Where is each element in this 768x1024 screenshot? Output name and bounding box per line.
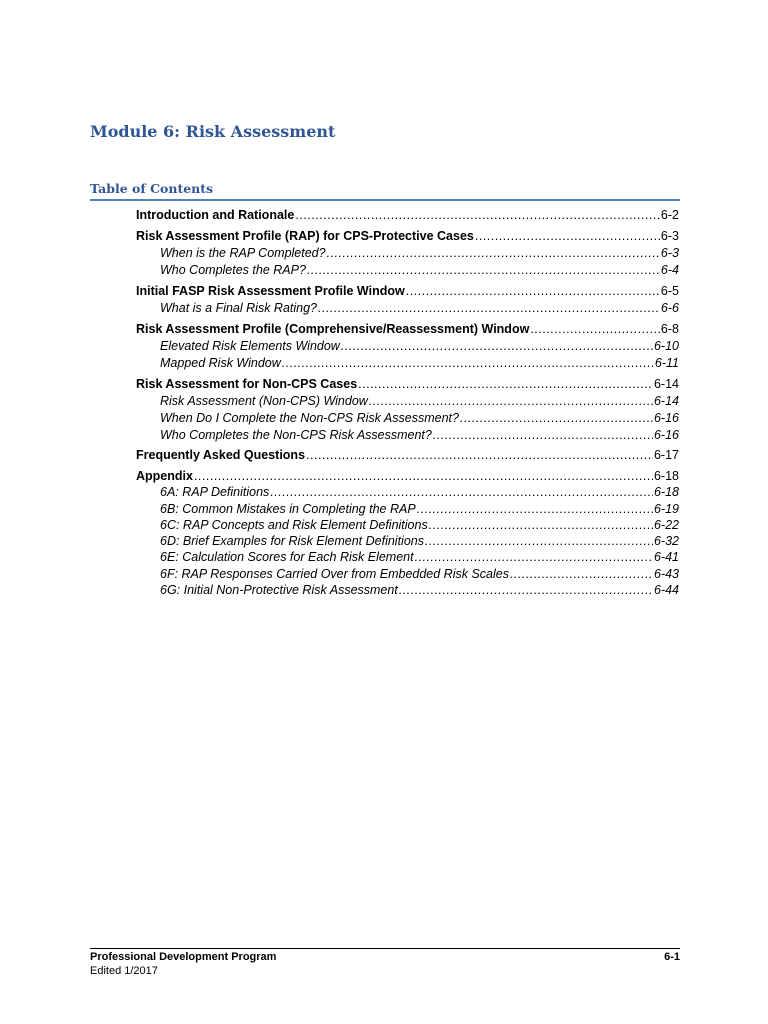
toc-entry-title: 6F: RAP Responses Carried Over from Embedded Risk Scales [160, 567, 509, 581]
toc-entry-title: 6C: RAP Concepts and Risk Element Definitions [160, 518, 428, 532]
toc-entry[interactable] [160, 337, 679, 355]
toc-entry-page: 6-6 [660, 301, 679, 315]
toc-entry-page: 6-16 [653, 411, 679, 425]
toc-entry[interactable] [160, 244, 679, 262]
toc-leader-dots [415, 548, 653, 566]
toc-entry-page: 6-11 [654, 356, 679, 370]
toc-entry[interactable] [136, 446, 679, 464]
toc-entry[interactable] [160, 354, 679, 372]
toc-entry-page: 6-3 [660, 246, 679, 260]
toc-entry-title: 6E: Calculation Scores for Each Risk Element [160, 550, 414, 564]
toc-divider [90, 199, 680, 201]
toc-entry[interactable] [160, 299, 679, 317]
toc-leader-dots [307, 261, 660, 279]
toc-leader-dots [369, 392, 653, 410]
toc-entry-page: 6-22 [653, 518, 679, 532]
toc-entry-title: 6D: Brief Examples for Risk Element Definitions [160, 534, 424, 548]
toc-leader-dots [399, 581, 653, 599]
toc-entry-title: When is the RAP Completed? [160, 246, 326, 260]
toc-entry-page: 6-17 [653, 448, 679, 462]
toc-entry-page: 6-18 [653, 485, 679, 499]
toc-entry-page: 6-32 [653, 534, 679, 548]
toc-entry-page: 6-8 [660, 322, 679, 336]
toc-entry[interactable] [136, 282, 679, 300]
toc-entry-title: Introduction and Rationale [136, 208, 295, 222]
toc-entry-page: 6-3 [660, 229, 679, 243]
toc-leader-dots [475, 227, 660, 245]
toc-entry-page: 6-14 [653, 377, 679, 391]
footer-page-number: 6-1 [664, 951, 680, 963]
toc-entry[interactable] [136, 227, 679, 245]
toc-entry[interactable] [136, 375, 679, 393]
toc-entry-title: Mapped Risk Window [160, 356, 281, 370]
toc-entry-page: 6-16 [653, 428, 679, 442]
footer-divider [90, 948, 680, 949]
toc-leader-dots [306, 446, 653, 464]
toc-entry[interactable] [136, 206, 679, 224]
toc-entry-page: 6-2 [660, 208, 679, 222]
toc-entry-title: Risk Assessment Profile (RAP) for CPS-Protective Cases [136, 229, 474, 243]
toc-entry-page: 6-19 [653, 502, 679, 516]
toc-entry-title: Risk Assessment (Non-CPS) Window [160, 394, 368, 408]
toc-entry[interactable] [160, 581, 679, 599]
toc-entry[interactable] [160, 392, 679, 410]
toc-entry-title: 6G: Initial Non-Protective Risk Assessment [160, 583, 398, 597]
toc-entry-page: 6-44 [653, 583, 679, 597]
toc-leader-dots [270, 483, 653, 501]
toc-entry-page: 6-43 [653, 567, 679, 581]
toc-leader-dots [460, 409, 653, 427]
toc-entry[interactable] [136, 320, 679, 338]
toc-entry[interactable] [160, 409, 679, 427]
toc-entry-title: 6A: RAP Definitions [160, 485, 270, 499]
toc-entry-title: What is a Final Risk Rating? [160, 301, 318, 315]
toc-leader-dots [433, 426, 653, 444]
toc-entry-title: Risk Assessment for Non-CPS Cases [136, 377, 358, 391]
toc-entry-page: 6-5 [660, 284, 679, 298]
toc-entry-title: Appendix [136, 469, 193, 483]
toc-leader-dots [358, 375, 653, 393]
toc-entry[interactable] [160, 548, 679, 566]
toc-entry-title: Who Completes the RAP? [160, 263, 306, 277]
toc-entry[interactable] [160, 426, 679, 444]
toc-leader-dots [327, 244, 660, 262]
toc-entry-title: When Do I Complete the Non-CPS Risk Assessment? [160, 411, 459, 425]
module-title: Module 6: Risk Assessment [90, 122, 336, 141]
toc-entry-page: 6-10 [653, 339, 679, 353]
toc-leader-dots [295, 206, 660, 224]
toc-entry-page: 6-41 [653, 550, 679, 564]
toc-entry-page: 6-4 [660, 263, 679, 277]
toc-entry-title: Who Completes the Non-CPS Risk Assessment? [160, 428, 432, 442]
toc-entry-title: Initial FASP Risk Assessment Profile Window [136, 284, 405, 298]
footer-edited-date: Edited 1/2017 [90, 965, 158, 977]
toc-leader-dots [341, 337, 653, 355]
toc-leader-dots [282, 354, 654, 372]
toc-entry[interactable] [160, 261, 679, 279]
toc-heading: Table of Contents [90, 181, 214, 196]
toc-entry-page: 6-18 [653, 469, 679, 483]
toc-entry-title: 6B: Common Mistakes in Completing the RAP [160, 502, 416, 516]
footer-program: Professional Development Program [90, 951, 277, 963]
toc-entry-title: Elevated Risk Elements Window [160, 339, 340, 353]
toc-entry-title: Risk Assessment Profile (Comprehensive/Reassessment) Window [136, 322, 530, 336]
toc-entry-title: Frequently Asked Questions [136, 448, 306, 462]
toc-entry-page: 6-14 [653, 394, 679, 408]
toc-leader-dots [406, 282, 660, 300]
toc-entry[interactable] [160, 483, 679, 501]
toc-leader-dots [530, 320, 660, 338]
toc-leader-dots [318, 299, 660, 317]
